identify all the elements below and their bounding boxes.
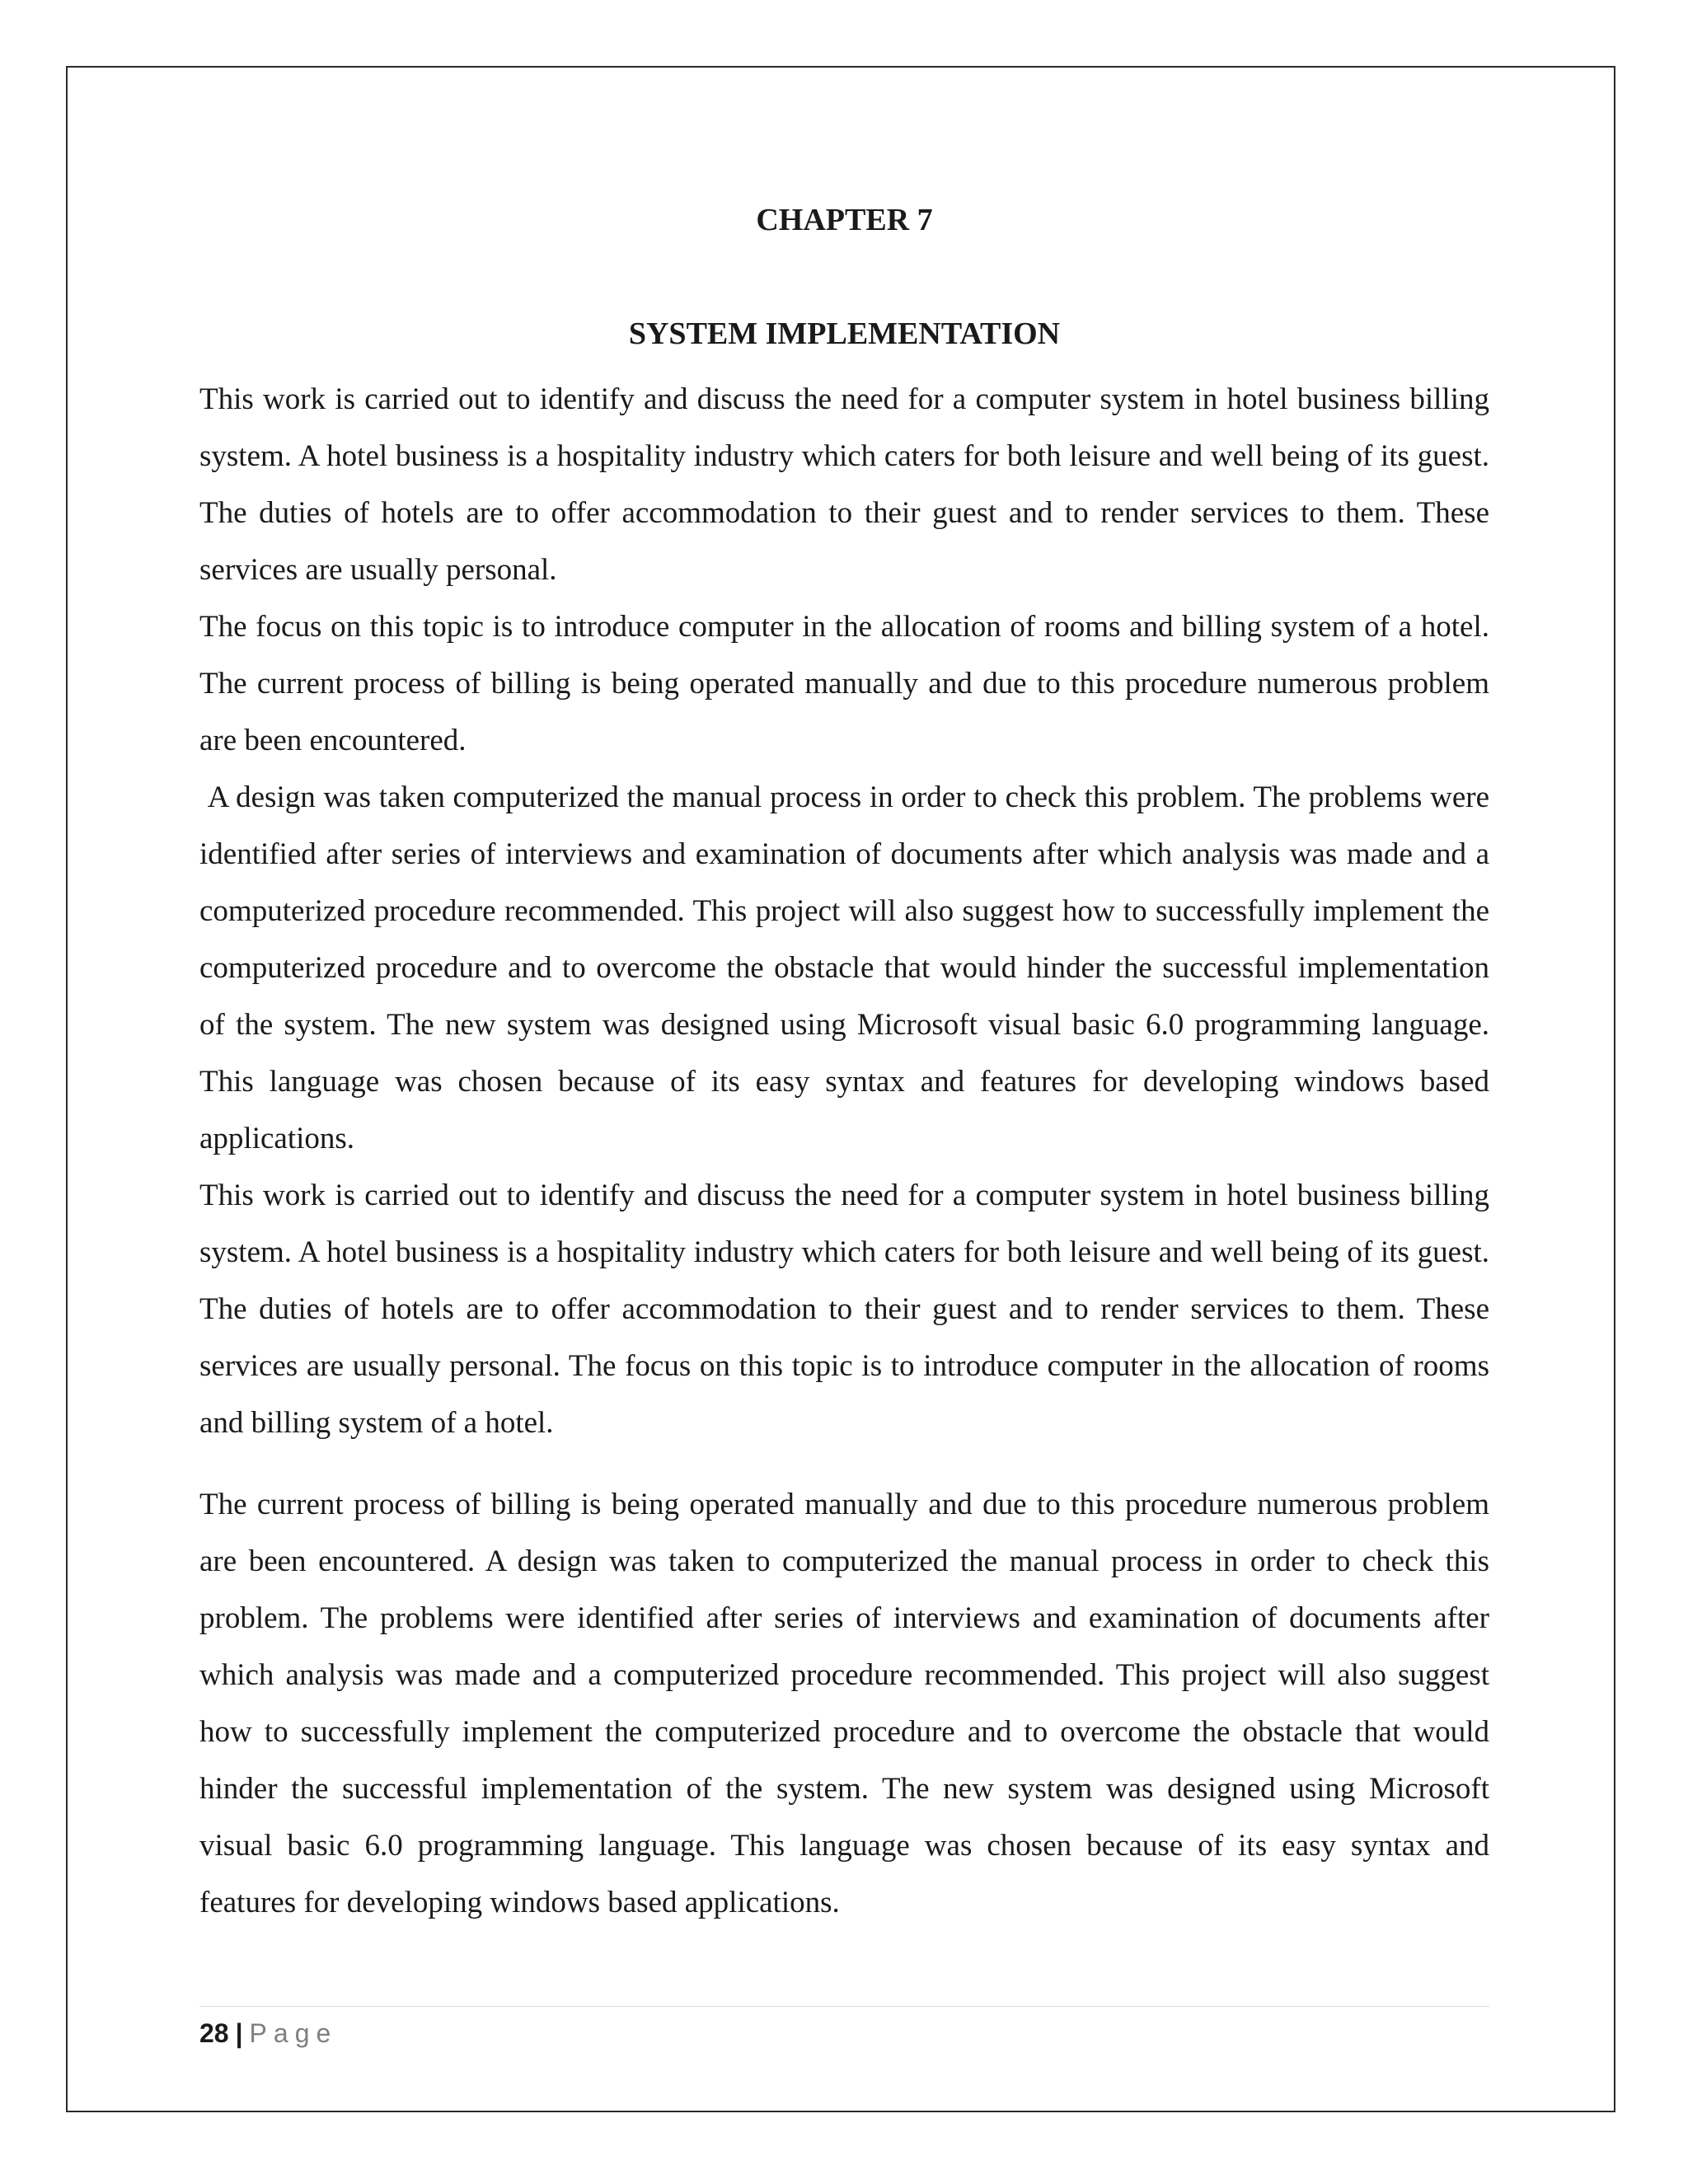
page-footer	[199, 2006, 1489, 2051]
document-body	[199, 183, 1489, 1931]
footer-separator: |	[235, 2018, 243, 2048]
chapter-heading: CHAPTER 7	[756, 203, 933, 237]
paragraph-2: The focus on this topic is to introduce computer in the allocation of rooms and billing system of a hotel. The current process of billing is being operated manually and due to this procedure numerous problem are been encountered.	[199, 610, 1489, 757]
paragraph-3: A design was taken computerized the manual process in order to check this problem. The problems were identified after series of interviews and examination of documents after which analysis was made and a computerized procedure recommended. This project will also suggest how to successfully implement the computerized procedure and to overcome the obstacle that would hinder the successful implementation of the system. The new system was designed using Microsoft visual basic 6.0 programming language. This language was chosen because of its easy syntax and features for developing windows based applications.	[199, 780, 1489, 1155]
page-number: 28	[199, 2018, 229, 2048]
page-label: Page	[249, 2018, 338, 2048]
paragraph-5: The current process of billing is being operated manually and due to this procedure numerous problem are been encountered. A design was taken to computerized the manual process in order to check this problem. The problems were identified after series of interviews and examination of documents after which analysis was made and a computerized procedure recommended. This project will also suggest how to successfully implement the computerized procedure and to overcome the obstacle that would hinder the successful implementation of the system. The new system was designed using Microsoft visual basic 6.0 programming language. This language was chosen because of its easy syntax and features for developing windows based applications.	[199, 1488, 1489, 1919]
paragraph-4: This work is carried out to identify and discuss the need for a computer system in hotel business billing system. A hotel business is a hospitality industry which caters for both leisure and well being of its guest. The duties of hotels are to offer accommodation to their guest and to render services to them. These services are usually personal. The focus on this topic is to introduce computer in the allocation of rooms and billing system of a hotel.	[199, 1179, 1489, 1440]
paragraph-1: This work is carried out to identify and discuss the need for a computer system in hotel business billing system. A hotel business is a hospitality industry which caters for both leisure and well being of its guest. The duties of hotels are to offer accommodation to their guest and to render services to them. These services are usually personal.	[199, 382, 1489, 587]
section-title: SYSTEM IMPLEMENTATION	[628, 316, 1061, 351]
